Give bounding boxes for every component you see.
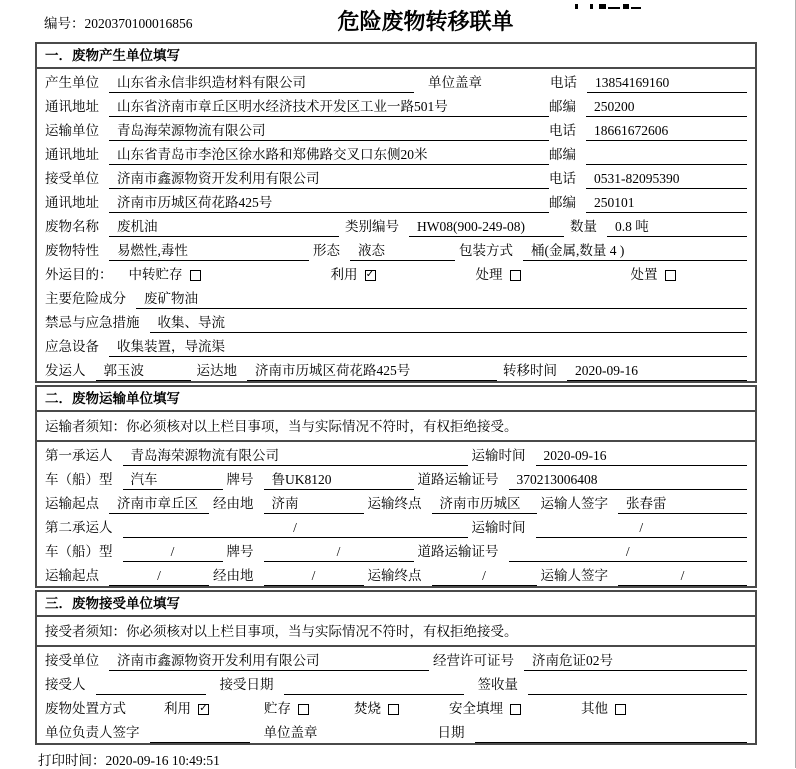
field-label: 接受单位 <box>45 653 99 668</box>
checkbox-item <box>264 699 309 719</box>
form-row <box>37 189 755 213</box>
notice-row: 接受者须知：你必须核对以上栏目事项，当与实际情况不符时，有权拒绝接受。 <box>37 617 755 647</box>
field-value <box>586 145 747 165</box>
field-label: 签收量 <box>477 677 518 692</box>
field-value: 青岛海荣源物流有限公司 <box>123 446 468 466</box>
form-row <box>37 538 755 562</box>
field-label: 运达地 <box>196 363 237 378</box>
field-label: 产生单位 <box>45 75 99 90</box>
field-value: / <box>509 542 748 562</box>
field-label: 通讯地址 <box>45 99 99 114</box>
field-label: 车（船）型 <box>45 472 113 487</box>
field-value: 山东省济南市章丘区明水经济技术开发区工业一路501号 <box>109 97 549 117</box>
checkbox-item <box>449 699 521 719</box>
field-label: 运输起点 <box>45 496 99 511</box>
checkbox-icon <box>510 270 521 281</box>
field-label: 运输起点 <box>45 568 99 583</box>
section-1 <box>35 42 757 383</box>
field-value: 张春雷 <box>618 494 747 514</box>
field-label: 第二承运人 <box>45 520 113 535</box>
field-value: 济南市历城区 <box>432 494 537 514</box>
field-value: 废矿物油 <box>136 289 747 309</box>
checkbox-icon <box>388 704 399 715</box>
field-value: 0531-82095390 <box>586 169 747 189</box>
field-value: / <box>123 542 223 562</box>
print-time-value: 2020-09-16 10:49:51 <box>105 753 220 768</box>
field-value: 郭玉波 <box>96 361 191 381</box>
field-label: 牌号 <box>226 472 254 487</box>
field-label: 电话 <box>550 75 577 90</box>
field-label: 通讯地址 <box>45 147 99 162</box>
form-row <box>37 141 755 165</box>
serial-label: 编号： <box>44 16 85 31</box>
field-value: 济南市鑫源物资开发利用有限公司 <box>109 651 429 671</box>
field-value <box>96 675 206 695</box>
field-value: / <box>264 566 364 586</box>
form-row <box>37 442 755 466</box>
field-label: 第一承运人 <box>45 448 113 463</box>
field-value: 济南 <box>264 494 364 514</box>
form-row <box>37 117 755 141</box>
checkbox-icon <box>665 270 676 281</box>
form-row <box>37 357 755 381</box>
field-value: 废机油 <box>109 217 339 237</box>
field-label: 形态 <box>313 243 340 258</box>
field-label: 运输单位 <box>45 123 99 138</box>
checkbox-item <box>631 265 676 285</box>
field-label: 应急设备 <box>45 339 99 354</box>
field-value: / <box>109 566 209 586</box>
field-value: HW08(900-249-08) <box>409 217 564 237</box>
field-value <box>150 723 250 743</box>
field-label: 类别编号 <box>345 219 399 234</box>
form-row <box>37 237 755 261</box>
field-value: 济南市历城区荷花路425号 <box>247 361 497 381</box>
field-label: 单位负责人签字 <box>45 725 140 740</box>
field-label: 日期 <box>437 725 465 740</box>
field-value: 山东省青岛市李沧区徐水路和郑佛路交叉口东侧20米 <box>109 145 549 165</box>
field-label: 禁忌与应急措施 <box>45 315 140 330</box>
section-title: 三．废物接受单位填写 <box>37 592 755 617</box>
field-value: 370213006408 <box>509 470 748 490</box>
field-value: 收集装置，导流渠 <box>109 337 747 357</box>
field-value: 0.8 吨 <box>607 217 747 237</box>
serial-value: 2020370100016856 <box>84 16 193 31</box>
field-label: 电话 <box>549 171 576 186</box>
checkbox-label: 贮存 <box>264 701 291 716</box>
field-value: 山东省永信非织造材料有限公司 <box>109 73 414 93</box>
field-label: 废物特性 <box>45 243 99 258</box>
field-label: 废物名称 <box>45 219 99 234</box>
field-label: 经由地 <box>213 496 254 511</box>
field-label: 接受日期 <box>219 677 274 692</box>
checkbox-label: 处置 <box>630 267 658 282</box>
form-row <box>37 671 755 695</box>
field-value: 济南市章丘区 <box>109 494 209 514</box>
form-row <box>37 466 755 490</box>
form-row <box>37 562 755 586</box>
field-label: 经营许可证号 <box>433 653 514 668</box>
field-value: / <box>264 542 414 562</box>
field-label: 运输时间 <box>471 520 526 535</box>
checkbox-label: 处理 <box>475 267 503 282</box>
field-value: 济南市历城区荷花路425号 <box>109 193 549 213</box>
checkbox-label: 利用 <box>164 701 191 716</box>
field-value: 易燃性,毒性 <box>109 241 309 261</box>
form-row <box>37 490 755 514</box>
form-row <box>37 69 755 93</box>
print-time-label: 打印时间： <box>38 753 106 768</box>
checkbox-icon <box>190 270 201 281</box>
checkbox-checked-icon: ✓ <box>365 268 375 280</box>
field-label: 车（船）型 <box>45 544 113 559</box>
field-value: 液态 <box>350 241 455 261</box>
checkbox-label: 其他 <box>581 701 608 716</box>
checkbox-item <box>476 265 521 285</box>
field-label: 单位盖章 <box>428 75 482 90</box>
form-row <box>37 647 755 671</box>
field-value: 18661672606 <box>586 121 747 141</box>
field-label: 运输人签字 <box>540 496 608 511</box>
field-label: 运输时间 <box>471 448 526 463</box>
field-value: 汽车 <box>123 470 223 490</box>
field-label: 经由地 <box>213 568 254 583</box>
field-label: 发运人 <box>45 363 86 378</box>
form-row <box>37 514 755 538</box>
field-label: 单位盖章 <box>263 725 318 740</box>
checkbox-icon <box>615 704 626 715</box>
field-value: 2020-09-16 <box>567 361 747 381</box>
field-value <box>284 675 464 695</box>
field-value: 2020-09-16 <box>536 446 748 466</box>
checkbox-icon <box>298 704 309 715</box>
field-label: 废物处置方式 <box>45 701 126 716</box>
field-value: / <box>536 518 748 538</box>
form-row <box>37 333 755 357</box>
field-label: 道路运输证号 <box>417 472 499 487</box>
field-value: 250200 <box>586 97 747 117</box>
field-value: 收集、导流 <box>150 313 748 333</box>
notice-row: 运输者须知：你必须核对以上栏目事项，当与实际情况不符时，有权拒绝接受。 <box>37 412 755 442</box>
field-label: 接受单位 <box>45 171 99 186</box>
transfer-manifest-form <box>35 42 757 747</box>
checkbox-label: 焚烧 <box>354 701 381 716</box>
field-label: 包装方式 <box>459 243 513 258</box>
field-value <box>528 675 747 695</box>
form-row <box>37 309 755 333</box>
field-value: / <box>432 566 537 586</box>
field-label: 邮编 <box>549 195 576 210</box>
field-label: 运输终点 <box>367 568 422 583</box>
section-title: 一．废物产生单位填写 <box>37 44 755 69</box>
field-label: 道路运输证号 <box>417 544 499 559</box>
checkbox-label: 中转贮存 <box>128 267 183 282</box>
page-title: 危险废物转移联单 <box>337 9 514 34</box>
section-3 <box>35 590 757 745</box>
field-value: / <box>123 518 468 538</box>
field-value: 青岛海荣源物流有限公司 <box>109 121 549 141</box>
checkbox-item <box>129 265 201 285</box>
field-value: / <box>618 566 747 586</box>
field-label: 转移时间 <box>503 363 557 378</box>
field-label: 接受人 <box>45 677 86 692</box>
checkbox-item <box>581 699 626 719</box>
section-title: 二．废物运输单位填写 <box>37 387 755 412</box>
checkbox-item <box>354 699 399 719</box>
field-label: 邮编 <box>549 147 576 162</box>
checkbox-checked-icon: ✓ <box>199 702 208 714</box>
field-label: 外运目的： <box>45 267 113 282</box>
field-label: 邮编 <box>549 99 576 114</box>
field-value: 桶(金属,数量 4 ) <box>523 241 747 261</box>
field-label: 电话 <box>549 123 576 138</box>
checkbox-item <box>164 699 209 719</box>
form-row <box>37 93 755 117</box>
print-time-line <box>38 749 220 769</box>
field-label: 主要危险成分 <box>45 291 126 306</box>
checkbox-icon <box>510 704 521 715</box>
field-label: 数量 <box>570 219 597 234</box>
field-label: 牌号 <box>226 544 254 559</box>
form-row <box>37 213 755 237</box>
form-row <box>37 719 755 743</box>
qr-code-fragment-icon <box>575 0 641 9</box>
form-row <box>37 285 755 309</box>
checkbox-item <box>331 265 376 285</box>
checkbox-label: 安全填埋 <box>449 701 503 716</box>
field-value <box>475 723 748 743</box>
field-label: 运输终点 <box>367 496 422 511</box>
form-row <box>37 261 755 285</box>
checkbox-label: 利用 <box>330 267 358 282</box>
form-row <box>37 165 755 189</box>
field-value: 13854169160 <box>587 73 747 93</box>
form-row <box>37 695 755 719</box>
field-value: 鲁UK8120 <box>264 470 414 490</box>
section-2 <box>35 385 757 588</box>
field-value: 250101 <box>586 193 747 213</box>
field-value: 济南危证02号 <box>524 651 747 671</box>
field-label: 运输人签字 <box>540 568 608 583</box>
field-label: 通讯地址 <box>45 195 99 210</box>
field-value: 济南市鑫源物资开发利用有限公司 <box>109 169 549 189</box>
